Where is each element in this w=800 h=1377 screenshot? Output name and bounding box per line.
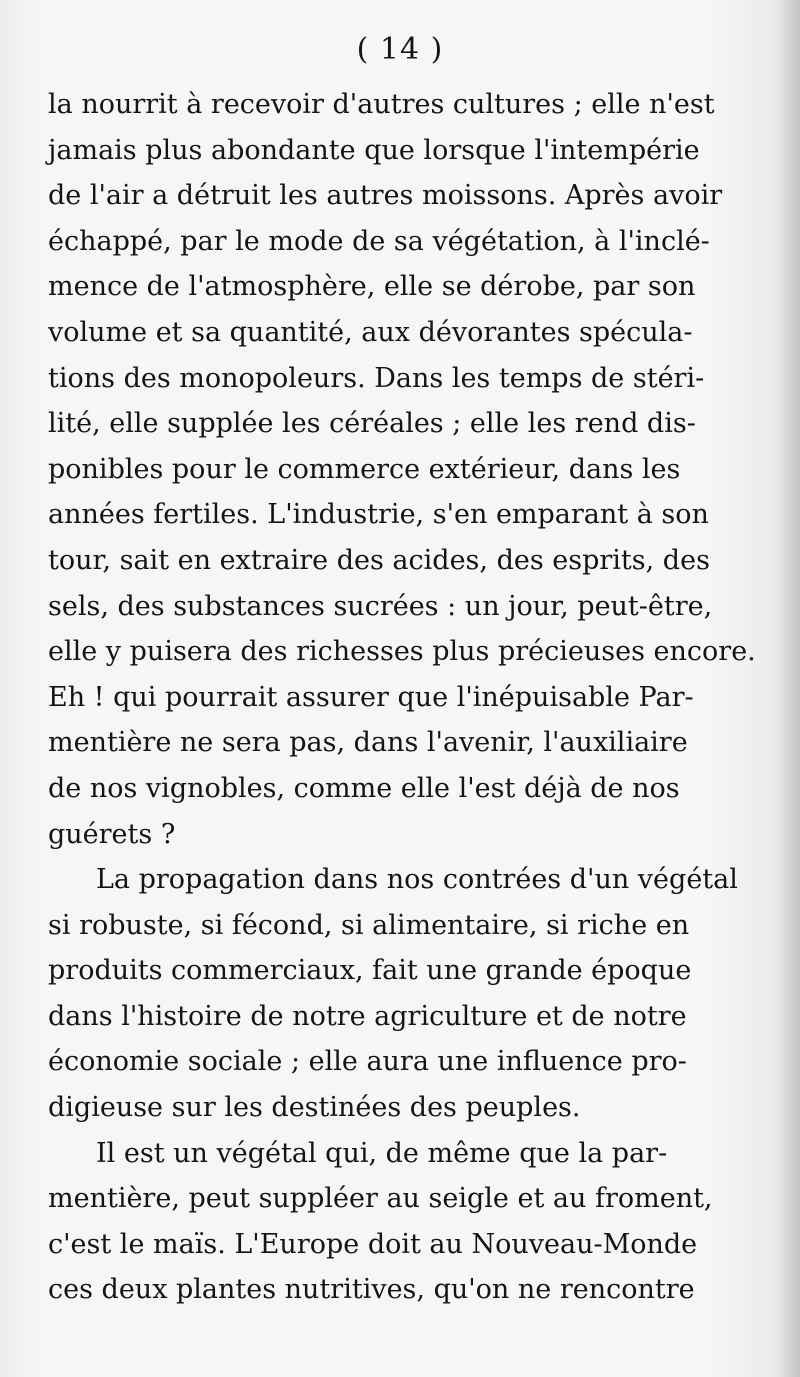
- text-line: la nourrit à recevoir d'autres cultures ; elle n'est: [48, 89, 715, 120]
- text-line: mentière, peut suppléer au seigle et au froment,: [48, 1183, 713, 1215]
- paragraph-3: [48, 1131, 756, 1313]
- text-line: mentière ne sera pas, dans l'avenir, l'auxiliaire: [48, 727, 688, 759]
- text-line: tions des monopoleurs. Dans les temps de stéri-: [48, 362, 705, 394]
- page-edge-shadow: [778, 0, 800, 1377]
- text-line: Eh ! qui pourrait assurer que l'inépuisable Par-: [48, 681, 694, 713]
- text-line: tour, sait en extraire des acides, des esprits, des: [48, 544, 710, 576]
- page-body: [48, 82, 756, 1313]
- text-line: volume et sa quantité, aux dévorantes spécula-: [48, 316, 693, 348]
- text-line: guérets ?: [48, 818, 176, 850]
- text-line: Il est un végétal qui, de même que la par-: [96, 1137, 668, 1169]
- text-line: économie sociale ; elle aura une influence pro-: [48, 1046, 687, 1078]
- text-line: lité, elle supplée les céréales ; elle les rend dis-: [48, 408, 696, 440]
- text-line: c'est le maïs. L'Europe doit au Nouveau-Monde: [48, 1228, 698, 1260]
- text-line: La propagation dans nos contrées d'un végétal: [96, 864, 738, 896]
- text-line: ces deux plantes nutritives, qu'on ne rencontre: [48, 1274, 695, 1306]
- paragraph-1: [48, 82, 756, 857]
- text-line: sels, des substances sucrées : un jour, peut-être,: [48, 590, 713, 622]
- text-line: mence de l'atmosphère, elle se dérobe, par son: [48, 271, 696, 303]
- text-line: de l'air a détruit les autres moissons. Après avoir: [48, 180, 723, 212]
- text-line: produits commerciaux, fait une grande époque: [48, 955, 692, 987]
- page-number: ( 14 ): [356, 32, 444, 67]
- paragraph-2: [48, 857, 756, 1131]
- text-line: si robuste, si fécond, si alimentaire, si riche en: [48, 909, 690, 941]
- text-line: elle y puisera des richesses plus précieuses encore.: [48, 636, 756, 668]
- text-line: dans l'histoire de notre agriculture et de notre: [48, 1000, 687, 1032]
- text-line: années fertiles. L'industrie, s'en emparant à son: [48, 499, 709, 531]
- text-line: échappé, par le mode de sa végétation, à l'inclé-: [48, 225, 710, 257]
- text-line: ponibles pour le commerce extérieur, dans les: [48, 453, 681, 485]
- text-line: jamais plus abondante que lorsque l'intempérie: [48, 134, 700, 166]
- text-line: de nos vignobles, comme elle l'est déjà de nos: [48, 772, 680, 804]
- text-line: digieuse sur les destinées des peuples.: [48, 1092, 581, 1124]
